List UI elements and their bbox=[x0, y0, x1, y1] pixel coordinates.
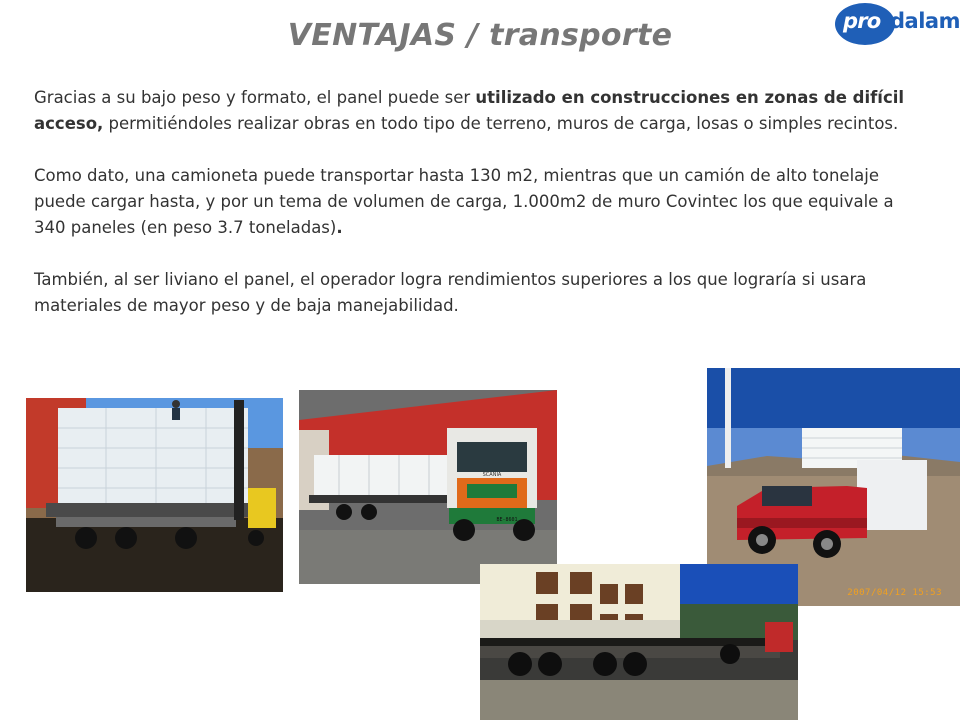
truck-brand-label: SCANIA bbox=[482, 472, 502, 478]
prodalam-logo bbox=[834, 0, 960, 48]
paragraph-1: Gracias a su bajo peso y formato, el panel puede ser utilizado en construcciones en zonas de difícil acceso, permitiéndoles realizar obras en todo tipo de terreno, muros de carga, losas o simples recintos. bbox=[34, 88, 905, 133]
paragraph-2: Como dato, una camioneta puede transportar hasta 130 m2, mientras que un camión de alto tonelaje puede cargar hasta, y por un tema de volumen de carga, 1.000m2 de muro Covintec los que equivale a 340 paneles (en peso 3.7 toneladas). bbox=[34, 166, 894, 237]
page-title: VENTAJAS / transporte bbox=[287, 18, 673, 53]
photo-flatbed-trailer bbox=[480, 564, 798, 720]
photo-scania-truck bbox=[299, 390, 557, 584]
logo-text-dalam: dalam bbox=[890, 9, 960, 33]
body-text bbox=[34, 85, 924, 345]
photo-forklift-loading bbox=[26, 398, 283, 592]
logo-text-pro: pro bbox=[843, 9, 881, 33]
paragraph-3: También, al ser liviano el panel, el operador logra rendimientos superiores a los que lograría si usara materiales de mayor peso y de baja manejabilidad. bbox=[34, 270, 867, 315]
truck-plate-label: BE-8601 bbox=[496, 517, 518, 523]
photo-timestamp: 2007/04/12 15:53 bbox=[847, 588, 942, 598]
